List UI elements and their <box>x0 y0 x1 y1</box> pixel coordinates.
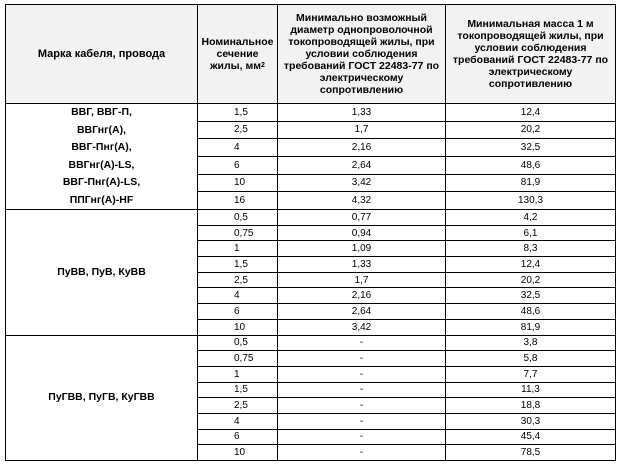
diameter-cell: 1,33 <box>278 257 446 273</box>
mass-cell: 30,3 <box>446 413 616 429</box>
section-cell: 0,75 <box>198 225 278 241</box>
mass-cell: 48,6 <box>446 156 616 174</box>
section-cell: 2,5 <box>198 121 278 139</box>
section-cell: 2,5 <box>198 272 278 288</box>
diameter-cell: - <box>278 413 446 429</box>
diameter-cell: 1,7 <box>278 121 446 139</box>
diameter-cell: - <box>278 382 446 398</box>
mass-cell: 7,7 <box>446 366 616 382</box>
cable-table <box>5 4 616 461</box>
diameter-cell: - <box>278 335 446 351</box>
diameter-cell: - <box>278 445 446 461</box>
diameter-cell: - <box>278 351 446 367</box>
section-cell: 4 <box>198 288 278 304</box>
mass-cell: 78,5 <box>446 445 616 461</box>
section-cell: 1,5 <box>198 257 278 273</box>
diameter-cell: 2,64 <box>278 156 446 174</box>
mass-cell: 6,1 <box>446 225 616 241</box>
section-cell: 0,75 <box>198 351 278 367</box>
section-cell: 4 <box>198 413 278 429</box>
section-cell: 1,5 <box>198 382 278 398</box>
cable-mark-cell <box>6 335 198 461</box>
section-cell: 10 <box>198 174 278 192</box>
mass-cell: 32,5 <box>446 288 616 304</box>
mass-cell: 18,8 <box>446 398 616 414</box>
mass-cell: 48,6 <box>446 304 616 320</box>
diameter-cell: 3,42 <box>278 174 446 192</box>
section-cell: 16 <box>198 192 278 210</box>
mass-cell: 20,2 <box>446 121 616 139</box>
mass-cell: 4,2 <box>446 210 616 226</box>
section-cell: 6 <box>198 156 278 174</box>
header-section-sup: 2 <box>261 62 265 69</box>
header-row <box>6 5 616 104</box>
mass-cell: 8,3 <box>446 241 616 257</box>
diameter-cell: 1,33 <box>278 104 446 122</box>
section-cell: 10 <box>198 445 278 461</box>
cable-mark-line: ВВГнг(А)-LS, <box>68 158 135 171</box>
mass-cell: 12,4 <box>446 104 616 122</box>
table-row <box>6 335 616 351</box>
section-cell: 4 <box>198 139 278 157</box>
mass-cell: 11,3 <box>446 382 616 398</box>
section-cell: 1 <box>198 366 278 382</box>
header-mark: Марка кабеля, провода <box>6 5 198 104</box>
cable-mark-line: ВВГ, ВВГ-П, <box>71 106 132 118</box>
table-row <box>6 104 616 122</box>
cable-mark-line: ПуВВ, ПуВ, КуВВ <box>57 265 146 278</box>
section-cell: 1,5 <box>198 104 278 122</box>
diameter-cell: 1,09 <box>278 241 446 257</box>
cable-mark-cell <box>6 104 198 210</box>
mass-cell: 130,3 <box>446 192 616 210</box>
section-cell: 2,5 <box>198 398 278 414</box>
mass-cell: 3,8 <box>446 335 616 351</box>
diameter-cell: 4,32 <box>278 192 446 210</box>
header-section-text: Номинальное сечение жилы, мм <box>201 36 274 72</box>
header-mass: Минимальная масса 1 м токопроводящей жилы, при условии соблюдения требований ГОСТ 22483-77 по электрическому сопротивлению <box>446 5 616 104</box>
diameter-cell: - <box>278 429 446 445</box>
cable-mark-line: ПуГВВ, ПуГВ, КуГВВ <box>48 391 155 403</box>
diameter-cell: 2,64 <box>278 304 446 320</box>
mass-cell: 81,9 <box>446 319 616 335</box>
diameter-cell: 2,16 <box>278 139 446 157</box>
diameter-cell: - <box>278 398 446 414</box>
section-cell: 1 <box>198 241 278 257</box>
cable-mark-line: ВВГ-Пнг(А)-LS, <box>62 176 141 188</box>
diameter-cell: 1,7 <box>278 272 446 288</box>
section-cell: 0,5 <box>198 335 278 351</box>
section-cell: 10 <box>198 319 278 335</box>
mass-cell: 81,9 <box>446 174 616 192</box>
diameter-cell: 3,42 <box>278 319 446 335</box>
section-cell: 6 <box>198 429 278 445</box>
table-row <box>6 210 616 226</box>
section-cell: 6 <box>198 304 278 320</box>
cable-mark-line: ВВГ-Пнг(А), <box>71 141 132 153</box>
mass-cell: 5,8 <box>446 351 616 367</box>
diameter-cell: 2,16 <box>278 288 446 304</box>
header-diameter: Минимально возможный диаметр однопроволочной токопроводящей жилы, при условии соблюдения требований ГОСТ 22483-77 по электрическому сопротивлению <box>278 5 446 104</box>
mass-cell: 32,5 <box>446 139 616 157</box>
mass-cell: 12,4 <box>446 257 616 273</box>
diameter-cell: - <box>278 366 446 382</box>
cable-mark-cell <box>6 210 198 336</box>
diameter-cell: 0,94 <box>278 225 446 241</box>
diameter-cell: 0,77 <box>278 210 446 226</box>
mass-cell: 20,2 <box>446 272 616 288</box>
table-body <box>6 104 616 461</box>
mass-cell: 45,4 <box>446 429 616 445</box>
header-section <box>198 5 278 104</box>
cable-mark-line: ВВГнг(А), <box>76 123 127 136</box>
cable-mark-line: ППГнг(А)-HF <box>69 193 134 206</box>
section-cell: 0,5 <box>198 210 278 226</box>
